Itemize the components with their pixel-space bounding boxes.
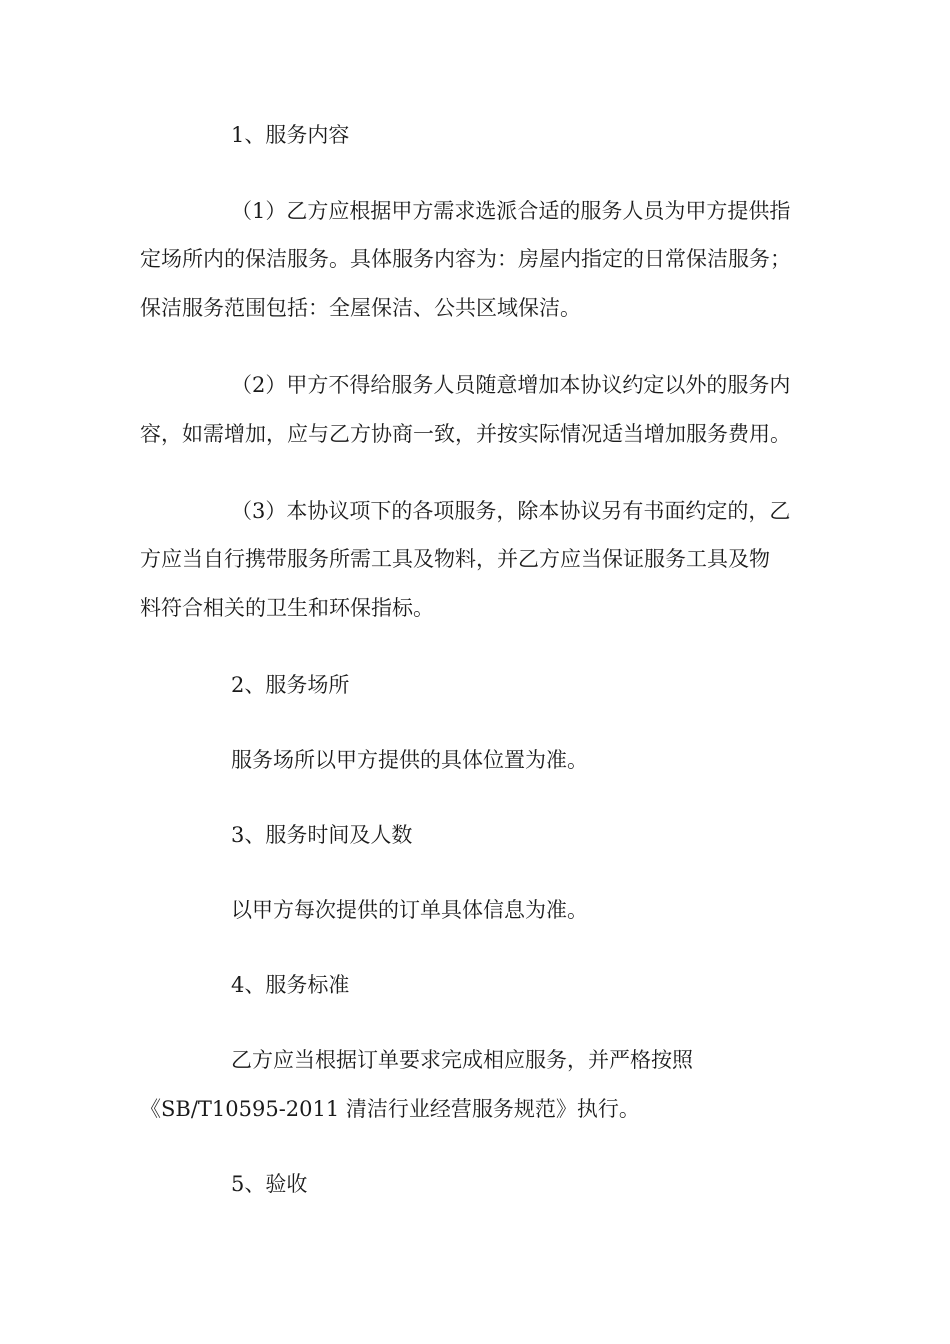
- section-heading-5: 5、验收: [231, 1172, 308, 1196]
- paragraph-line: 保洁服务范围包括：全屋保洁、公共区域保洁。: [140, 296, 581, 320]
- section-heading-2: 2、服务场所: [231, 673, 350, 697]
- section-heading-4: 4、服务标准: [231, 973, 350, 997]
- paragraph-line: 方应当自行携带服务所需工具及物料，并乙方应当保证服务工具及物: [140, 547, 770, 571]
- section-heading-1: 1、服务内容: [231, 123, 350, 147]
- paragraph-line: （1）乙方应根据甲方需求选派合适的服务人员为甲方提供指: [231, 199, 791, 223]
- paragraph-line: 以甲方每次提供的订单具体信息为准。: [231, 898, 588, 922]
- paragraph-line: （3）本协议项下的各项服务，除本协议另有书面约定的，乙: [231, 499, 791, 523]
- paragraph-line: 容，如需增加，应与乙方协商一致，并按实际情况适当增加服务费用。: [140, 422, 791, 446]
- paragraph-line: 料符合相关的卫生和环保指标。: [140, 596, 434, 620]
- paragraph-line: 《SB/T10595-2011 清洁行业经营服务规范》执行。: [140, 1097, 640, 1121]
- paragraph-line: 乙方应当根据订单要求完成相应服务，并严格按照: [231, 1048, 693, 1072]
- section-heading-3: 3、服务时间及人数: [231, 823, 413, 847]
- paragraph-line: （2）甲方不得给服务人员随意增加本协议约定以外的服务内: [231, 373, 791, 397]
- paragraph-line: 定场所内的保洁服务。具体服务内容为：房屋内指定的日常保洁服务；: [140, 247, 791, 271]
- paragraph-line: 服务场所以甲方提供的具体位置为准。: [231, 748, 588, 772]
